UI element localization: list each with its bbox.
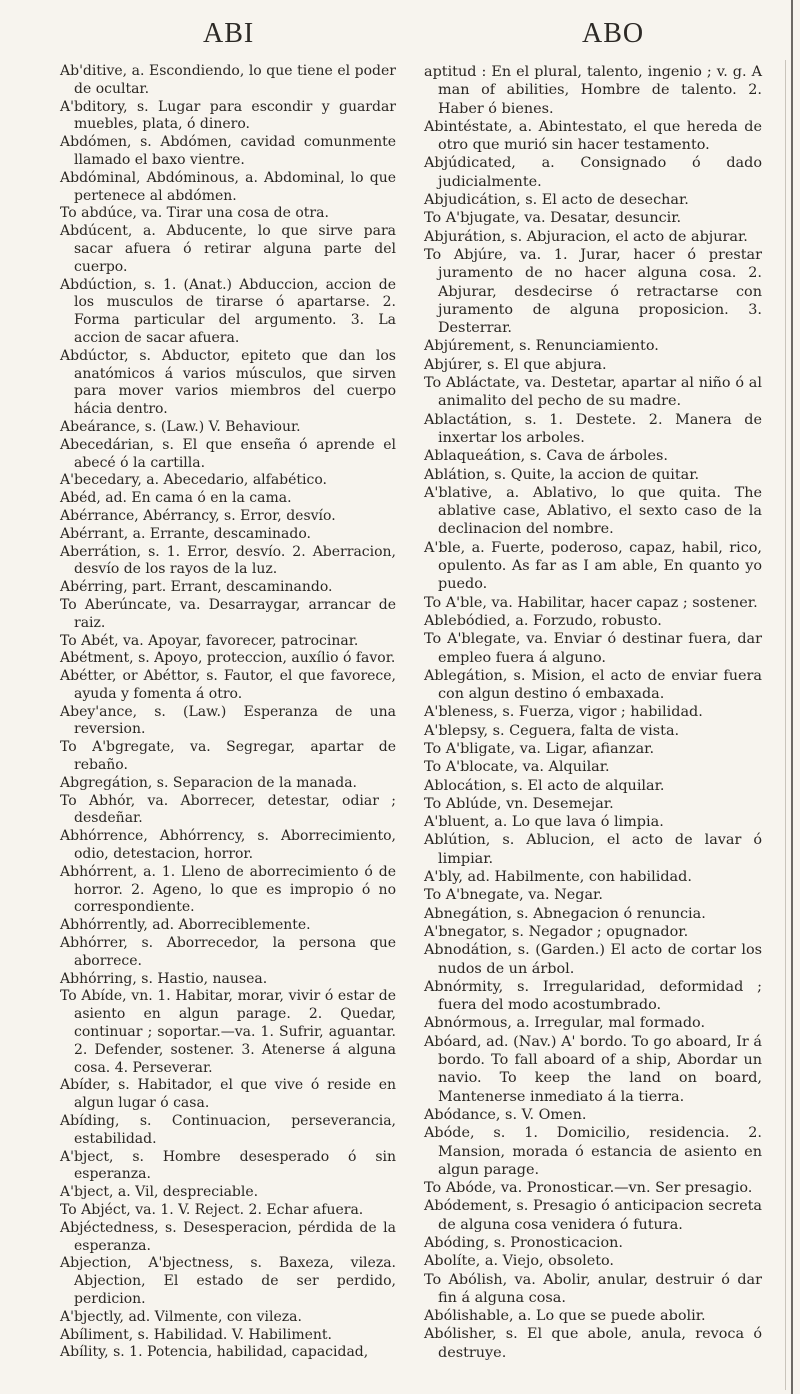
- dictionary-entry: To A'bjugate, va. Desatar, desuncir.: [424, 210, 682, 227]
- dictionary-entry: Abnórmity, s. Irregularidad, deformidad ; fuera del modo acostumbrado.: [424, 978, 762, 1014]
- dictionary-entry: Abílity, s. 1. Potencia, habilidad, capacidad,: [60, 1344, 369, 1361]
- dictionary-entry: To A'bgregate, va. Segregar, apartar de rebaño.: [60, 739, 396, 774]
- dictionary-entry: To Ablúde, vn. Desemejar.: [424, 795, 614, 812]
- dictionary-entry: A'blepsy, s. Ceguera, falta de vista.: [424, 722, 680, 739]
- dictionary-entry: Abhórrent, a. 1. Lleno de aborrecimiento ó de horror. 2. Ageno, lo que es impropio ó no correspondiente.: [60, 863, 396, 916]
- dictionary-entry: A'blative, a. Ablativo, lo que quita. The ablative case, Ablativo, el sexto caso de la declinacion del nombre.: [424, 484, 762, 538]
- left-column: [60, 63, 396, 1362]
- dictionary-entry: Abódance, s. V. Omen.: [424, 1106, 587, 1123]
- dictionary-entry: To Abét, va. Apoyar, favorecer, patrocinar.: [60, 632, 359, 649]
- dictionary-entry: Abétter, or Abéttor, s. Fautor, el que favorece, ayuda y fomenta á otro.: [60, 668, 396, 702]
- dictionary-entry: Abdúctor, s. Abductor, epiteto que dan los anatómicos á varios músculos, que sirven para mover varios miembros del cuerpo hácia dentro.: [60, 347, 396, 418]
- dictionary-entry: Abjúdicated, a. Consignado ó dado judicialmente.: [424, 155, 762, 190]
- dictionary-entry: A'bleness, s. Fuerza, vigor ; habilidad.: [424, 704, 703, 721]
- page-header: [0, 18, 800, 58]
- dictionary-entry: To A'blegate, va. Enviar ó destinar fuera, dar empleo fuera á alguno.: [424, 631, 762, 666]
- dictionary-entry: A'bluent, a. Lo que lava ó limpia.: [424, 814, 664, 831]
- dictionary-entry: Abjúrer, s. El que abjura.: [424, 356, 607, 373]
- dictionary-entry: Ablebódied, a. Forzudo, robusto.: [424, 612, 662, 629]
- dictionary-entry: Abérring, part. Errant, descaminando.: [60, 579, 333, 596]
- dictionary-entry: To Aberúncate, va. Desarraygar, arrancar de raiz.: [60, 596, 396, 631]
- dictionary-entry: Abétment, s. Apoyo, proteccion, auxílio ó favor.: [60, 650, 396, 667]
- dictionary-entry: Abéd, ad. En cama ó en la cama.: [60, 490, 292, 507]
- dictionary-entry: Abhórrer, s. Aborrecedor, la persona que aborrece.: [60, 935, 396, 969]
- dictionary-entry: A'becedary, a. Abecedario, alfabético.: [60, 472, 327, 489]
- dictionary-entry: Abeárance, s. (Law.) V. Behaviour.: [60, 418, 301, 435]
- dictionary-entry: Abhórring, s. Hastio, nausea.: [60, 970, 268, 987]
- dictionary-entry: To Abíde, vn. 1. Habitar, morar, vivir ó estar de asiento en algun parage. 2. Quedar, continuar ; soportar.—va. 1. Sufrir, aguantar. 2. Defender, sostener. 3. Atenerse á alguna cosa. 4. Perseverar.: [60, 988, 396, 1076]
- dictionary-entry: Abérrant, a. Errante, descaminado.: [60, 525, 311, 542]
- dictionary-entry: Abólisher, s. El que abole, anula, revoca ó destruye.: [424, 1326, 762, 1361]
- dictionary-entry: Ablaqueátion, s. Cava de árboles.: [424, 448, 668, 465]
- dictionary-entry: A'bnegator, s. Negador ; opugnador.: [424, 923, 689, 940]
- dictionary-entry: To A'bnegate, va. Negar.: [424, 887, 603, 904]
- dictionary-entry: Abdóminal, Abdóminous, a. Abdominal, lo que pertenece al abdómen.: [60, 169, 396, 204]
- dictionary-entry: To abdúce, va. Tirar una cosa de otra.: [60, 205, 329, 222]
- page-edge-rule: [791, 0, 793, 1394]
- dictionary-entry: A'ble, a. Fuerte, poderoso, capaz, habil, rico, opulento. As far as I am able, En quanto yo puedo.: [424, 539, 762, 593]
- dictionary-entry: To Abhór, va. Aborrecer, detestar, odiar ; desdeñar.: [60, 792, 396, 827]
- dictionary-entry: aptitud : En el plural, talento, ingenio ; v. g. A man of abilities, Hombre de talento. 2. Haber ó bienes.: [424, 64, 762, 117]
- dictionary-entry: Abdúcent, a. Abducente, lo que sirve para sacar afuera ó retirar alguna parte del cuerpo.: [60, 223, 396, 275]
- dictionary-entry: Ablútion, s. Ablucion, el acto de lavar ó limpiar.: [424, 832, 762, 867]
- dictionary-entry: Abóding, s. Pronosticacion.: [424, 1235, 623, 1251]
- right-column: [424, 63, 762, 1362]
- dictionary-entry: Abdúction, s. 1. (Anat.) Abduccion, accion de los musculos de tirarse ó apartarse. 2. Forma particular del argumento. 3. La accion de sacar afuera.: [60, 276, 396, 346]
- dictionary-entry: A'bly, ad. Habilmente, con habilidad.: [424, 869, 692, 886]
- dictionary-entry: A'bject, s. Hombre desesperado ó sin esperanza.: [60, 1148, 396, 1183]
- dictionary-entry: Abólishable, a. Lo que se puede abolir.: [424, 1308, 706, 1325]
- dictionary-entry: Abnórmous, a. Irregular, mal formado.: [424, 1015, 706, 1032]
- page-edge-shadow: [785, 60, 786, 1390]
- dictionary-entry: Ab'ditive, a. Escondiendo, lo que tiene el poder de ocultar.: [60, 63, 396, 97]
- dictionary-entry: Abey'ance, s. (Law.) Esperanza de una reversion.: [60, 703, 396, 738]
- dictionary-entry: Ablocátion, s. El acto de alquilar.: [424, 777, 665, 794]
- dictionary-entry: Abíliment, s. Habilidad. V. Habiliment.: [60, 1326, 332, 1343]
- dictionary-entry: Abjection, A'bjectness, s. Baxeza, vileza. Abjection, El estado de ser perdido, perdicion.: [60, 1255, 396, 1307]
- dictionary-entry: Abecedárian, s. El que enseña ó aprende el abecé ó la cartilla.: [60, 436, 396, 471]
- right-guide-word: ABO: [582, 18, 645, 49]
- dictionary-entry: Abjéctedness, s. Desesperacion, pérdida de la esperanza.: [60, 1219, 396, 1254]
- dictionary-entry: Abhórrently, ad. Aborreciblemente.: [60, 917, 311, 934]
- dictionary-entry: Abgregátion, s. Separacion de la manada.: [60, 774, 358, 791]
- dictionary-entry: To Abóde, va. Pronosticar.—vn. Ser presagio.: [424, 1180, 753, 1197]
- dictionary-entry: A'bject, a. Vil, despreciable.: [60, 1184, 259, 1201]
- dictionary-entry: Abhórrence, Abhórrency, s. Aborrecimiento, odio, detestacion, horror.: [60, 828, 396, 863]
- dictionary-entry: Abódement, s. Presagio ó anticipacion secreta de alguna cosa venidera ó futura.: [424, 1198, 762, 1233]
- dictionary-entry: To A'bligate, va. Ligar, afianzar.: [424, 740, 655, 757]
- dictionary-entry: Ablegátion, s. Mision, el acto de enviar fuera con algun destino ó embaxada.: [424, 667, 762, 703]
- dictionary-entry: Abjudicátion, s. El acto de desechar.: [424, 192, 689, 209]
- dictionary-entry: Abóde, s. 1. Domicilio, residencia. 2. Mansion, morada ó estancia de asiento en algun parage.: [424, 1125, 762, 1178]
- dictionary-entry: Abíding, s. Continuacion, perseverancia, estabilidad.: [60, 1113, 396, 1147]
- dictionary-entry: Abíder, s. Habitador, el que vive ó reside en algun lugar ó casa.: [60, 1077, 396, 1112]
- dictionary-entry: Abérrance, Abérrancy, s. Error, desvío.: [60, 507, 336, 524]
- dictionary-entry: Ablactátion, s. 1. Destete. 2. Manera de inxertar los arboles.: [424, 411, 762, 446]
- dictionary-entry: A'bditory, s. Lugar para escondir y guardar muebles, plata, ó dinero.: [60, 98, 396, 133]
- dictionary-entry: Abjúrement, s. Renunciamiento.: [424, 338, 659, 355]
- dictionary-entry: To Abjéct, va. 1. V. Reject. 2. Echar afuera.: [60, 1202, 364, 1218]
- left-guide-word: ABI: [203, 18, 255, 49]
- dictionary-entry: Abnegátion, s. Abnegacion ó renuncia.: [424, 905, 706, 922]
- dictionary-entry: Abnodátion, s. (Garden.) El acto de cortar los nudos de un árbol.: [424, 942, 762, 977]
- dictionary-entry: To A'blocate, va. Alquilar.: [424, 759, 610, 776]
- dictionary-entry: To Abláctate, va. Destetar, apartar al niño ó al animalito del pecho de su madre.: [424, 375, 762, 410]
- dictionary-entry: Abdómen, s. Abdómen, cavidad comunmente llamado el baxo vientre.: [60, 134, 396, 168]
- dictionary-entry: A'bjectly, ad. Vilmente, con vileza.: [60, 1308, 302, 1325]
- dictionary-entry: Ablátion, s. Quite, la accion de quitar.: [424, 466, 700, 483]
- dictionary-entry: Abolíte, a. Viejo, obsoleto.: [424, 1253, 614, 1270]
- dictionary-entry: Abjurátion, s. Abjuracion, el acto de abjurar.: [424, 228, 748, 245]
- dictionary-entry: Abóard, ad. (Nav.) A' bordo. To go aboard, Ir á bordo. To fall aboard of a ship, Abordar un navio. To keep the land on board, Mantenerse inmediato á la tierra.: [424, 1033, 762, 1105]
- dictionary-entry: To Abjúre, va. 1. Jurar, hacer ó prestar juramento de no hacer alguna cosa. 2. Abjurar, desdecirse ó retractarse con juramento de alguna proposicion. 3. Desterrar.: [424, 246, 762, 337]
- dictionary-entry: Aberrátion, s. 1. Error, desvío. 2. Aberracion, desvío de los rayos de la luz.: [60, 543, 396, 578]
- dictionary-entry: Abintéstate, a. Abintestato, el que hereda de otro que murió sin hacer testamento.: [424, 118, 762, 154]
- dictionary-entry: To A'ble, va. Habilitar, hacer capaz ; sostener.: [424, 594, 758, 611]
- dictionary-entry: To Abólish, va. Abolir, anular, destruir ó dar fin á alguna cosa.: [424, 1271, 762, 1306]
